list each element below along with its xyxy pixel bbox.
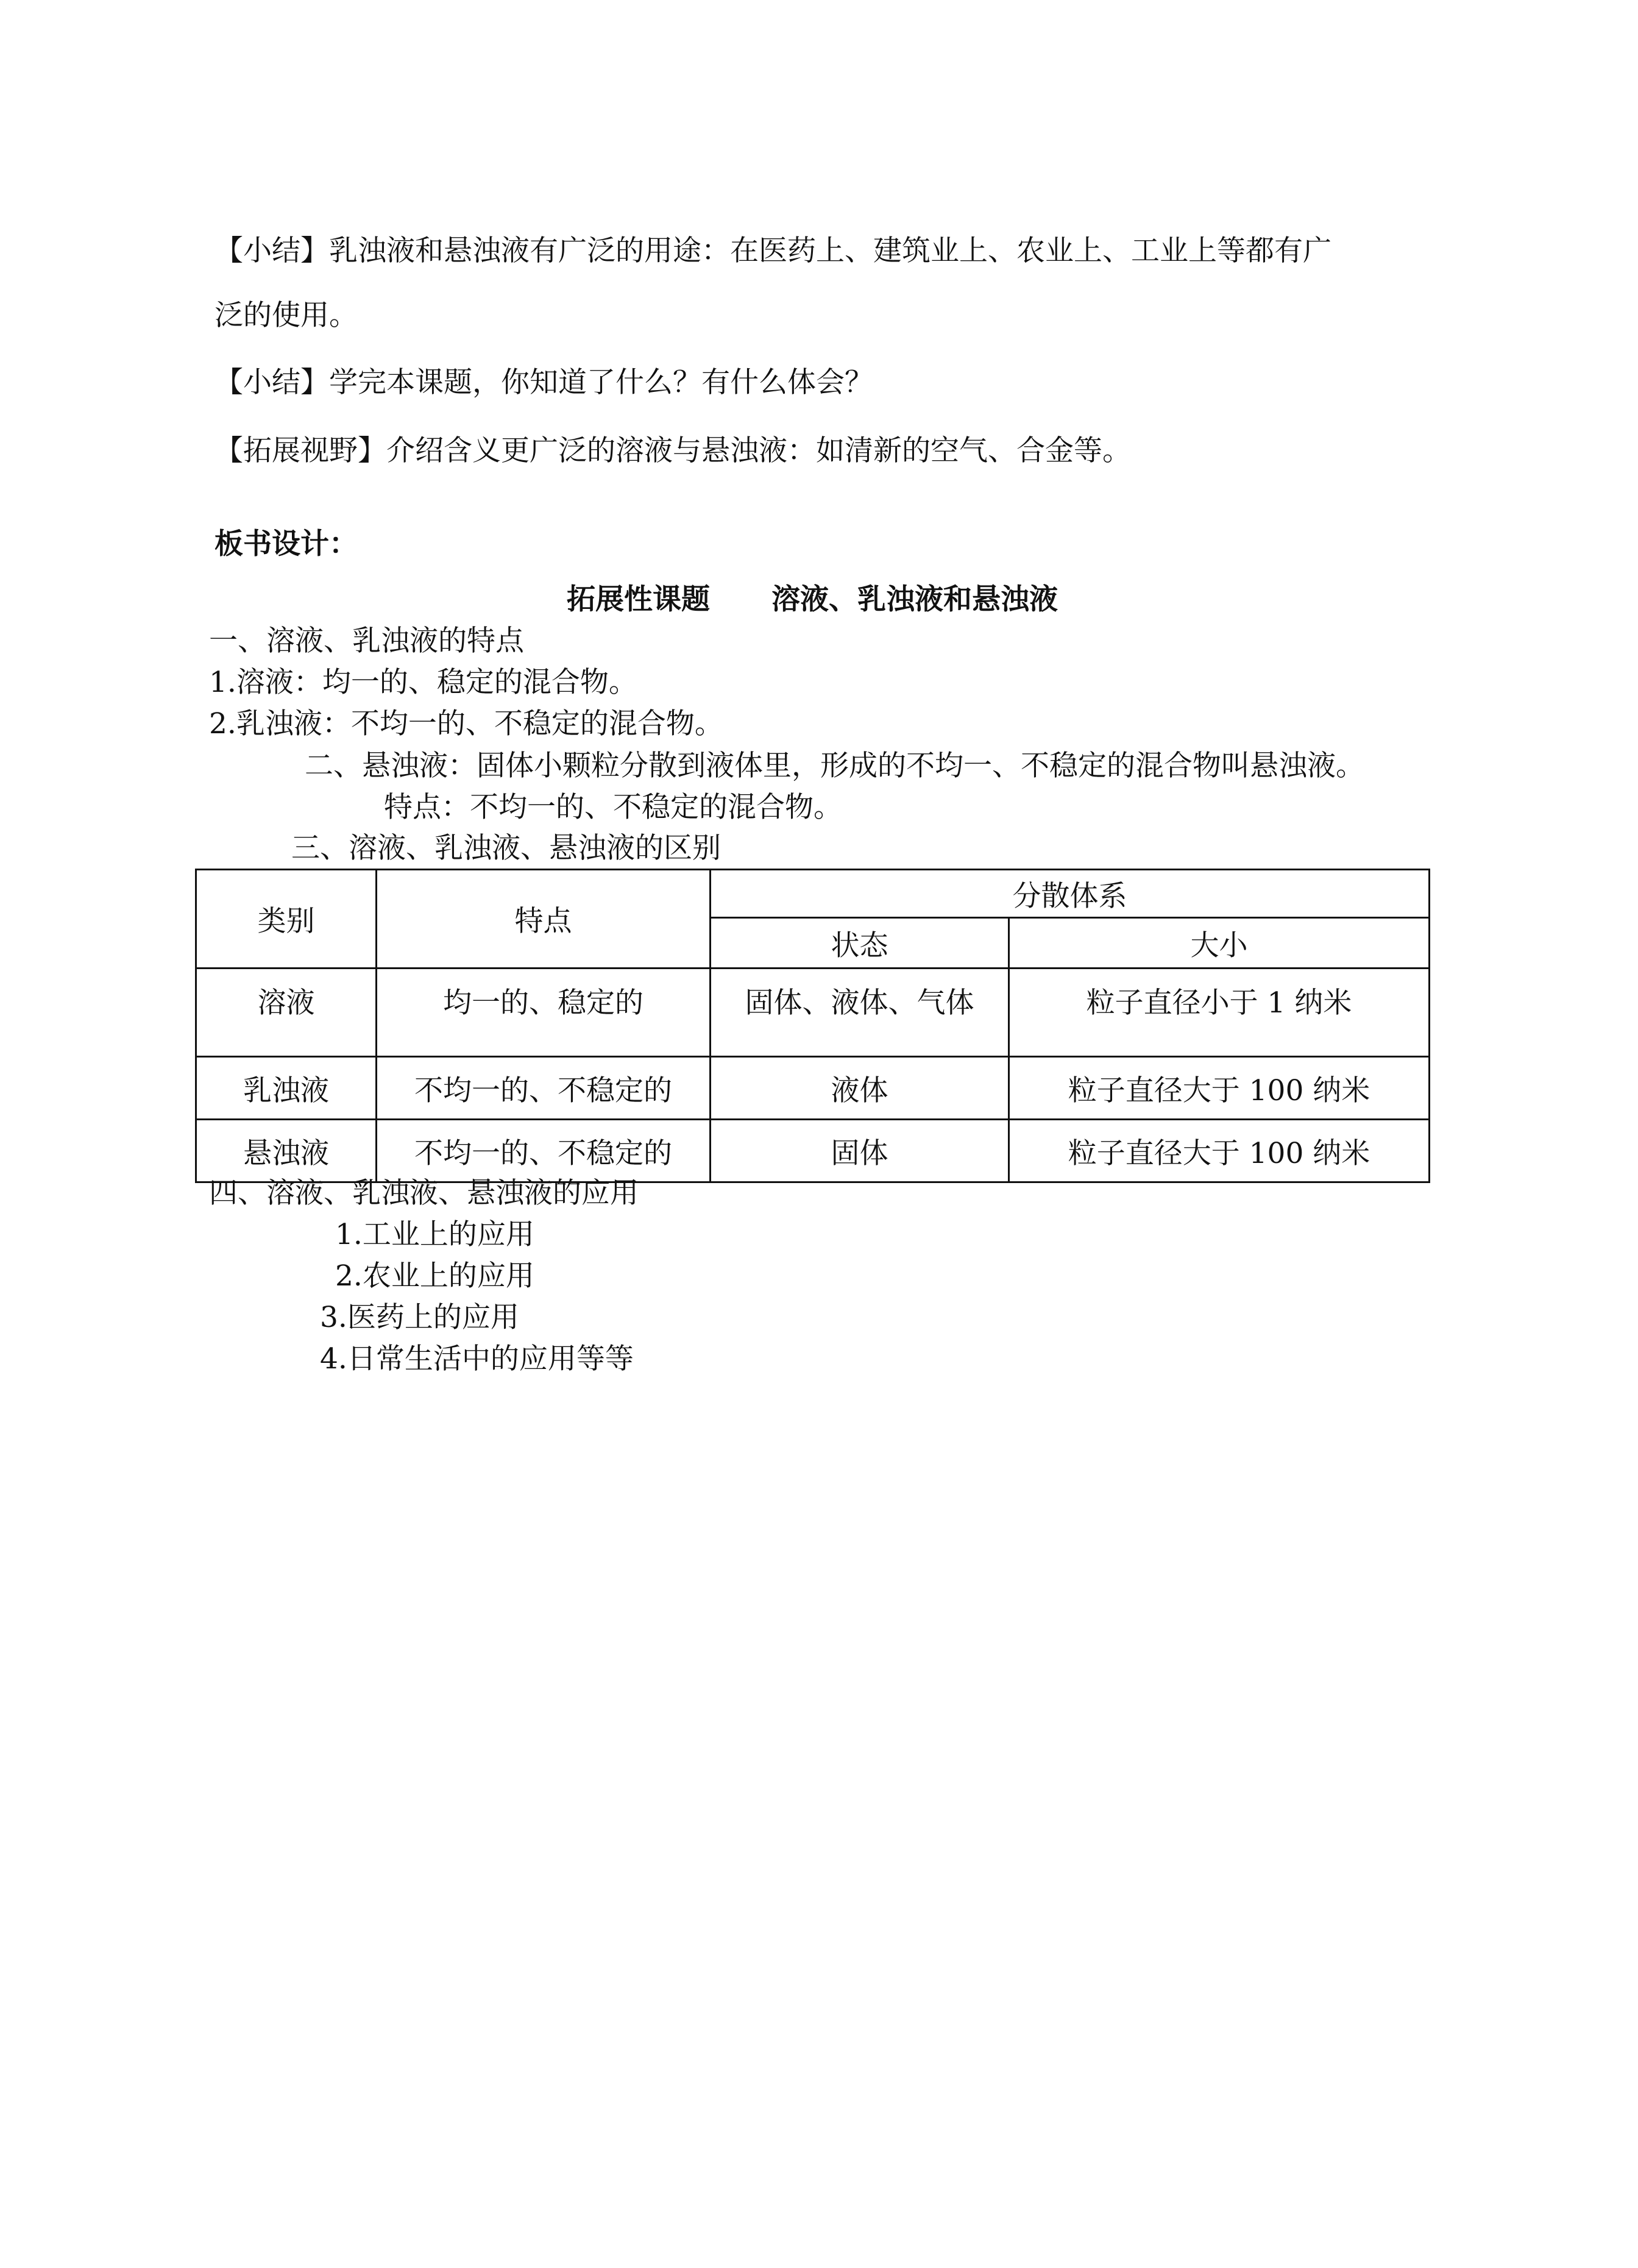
title-subject: 溶液、乳浊液和悬浊液 — [771, 583, 1058, 616]
cell-state: 液体 — [711, 1057, 1009, 1120]
summary-usage-line2: 泛的使用。 — [214, 299, 358, 332]
board-design-heading: 板书设计： — [214, 527, 358, 561]
section2-feature: 特点：不均一的、不稳定的混合物。 — [384, 791, 842, 824]
header-category: 类别 — [196, 870, 377, 969]
cell-feature: 不均一的、不稳定的 — [377, 1120, 711, 1182]
extension-paragraph: 【拓展视野】介绍含义更广泛的溶液与悬浊液：如清新的空气、合金等。 — [214, 434, 1131, 467]
section4-item-medicine: 3.医药上的应用 — [320, 1301, 519, 1334]
comparison-table — [195, 869, 1430, 1183]
table-row — [196, 969, 1430, 1057]
section2-heading: 二、悬浊液：固体小颗粒分散到液体里，形成的不均一、不稳定的混合物叫悬浊液。 — [305, 749, 1364, 783]
table-row — [196, 1057, 1430, 1120]
section1-item-emulsion: 2.乳浊液：不均一的、不稳定的混合物。 — [209, 707, 723, 741]
section4-heading: 四、溶液、乳浊液、悬浊液的应用 — [209, 1176, 639, 1210]
cell-state: 固体 — [711, 1120, 1009, 1182]
section3-heading: 三、溶液、乳浊液、悬浊液的区别 — [291, 831, 721, 865]
header-feature: 特点 — [377, 870, 711, 969]
cell-size: 粒子直径大于 100 纳米 — [1009, 1120, 1430, 1182]
title-topic: 拓展性课题 — [567, 583, 710, 616]
section1-heading: 一、溶液、乳浊液的特点 — [209, 624, 524, 658]
header-size: 大小 — [1009, 918, 1430, 969]
cell-category: 悬浊液 — [196, 1120, 377, 1182]
cell-category: 溶液 — [196, 969, 377, 1057]
cell-size: 粒子直径小于 1 纳米 — [1009, 969, 1430, 1057]
section1-item-solution: 1.溶液：均一的、稳定的混合物。 — [209, 666, 637, 699]
header-state: 状态 — [711, 918, 1009, 969]
section4-item-daily-life: 4.日常生活中的应用等等 — [320, 1342, 634, 1376]
section4-item-industry: 1.工业上的应用 — [335, 1218, 534, 1251]
summary-reflection: 【小结】学完本课题，你知道了什么？有什么体会？ — [214, 366, 873, 399]
cell-state: 固体、液体、气体 — [711, 969, 1009, 1057]
cell-feature: 均一的、稳定的 — [377, 969, 711, 1057]
table-row — [196, 1120, 1430, 1182]
cell-size: 粒子直径大于 100 纳米 — [1009, 1057, 1430, 1120]
cell-feature: 不均一的、不稳定的 — [377, 1057, 711, 1120]
summary-usage-line1: 【小结】乳浊液和悬浊液有广泛的用途：在医药上、建筑业上、农业上、工业上等都有广 — [214, 234, 1331, 268]
header-dispersion-system: 分散体系 — [711, 870, 1430, 918]
section4-item-agriculture: 2.农业上的应用 — [335, 1259, 534, 1293]
cell-category: 乳浊液 — [196, 1057, 377, 1120]
